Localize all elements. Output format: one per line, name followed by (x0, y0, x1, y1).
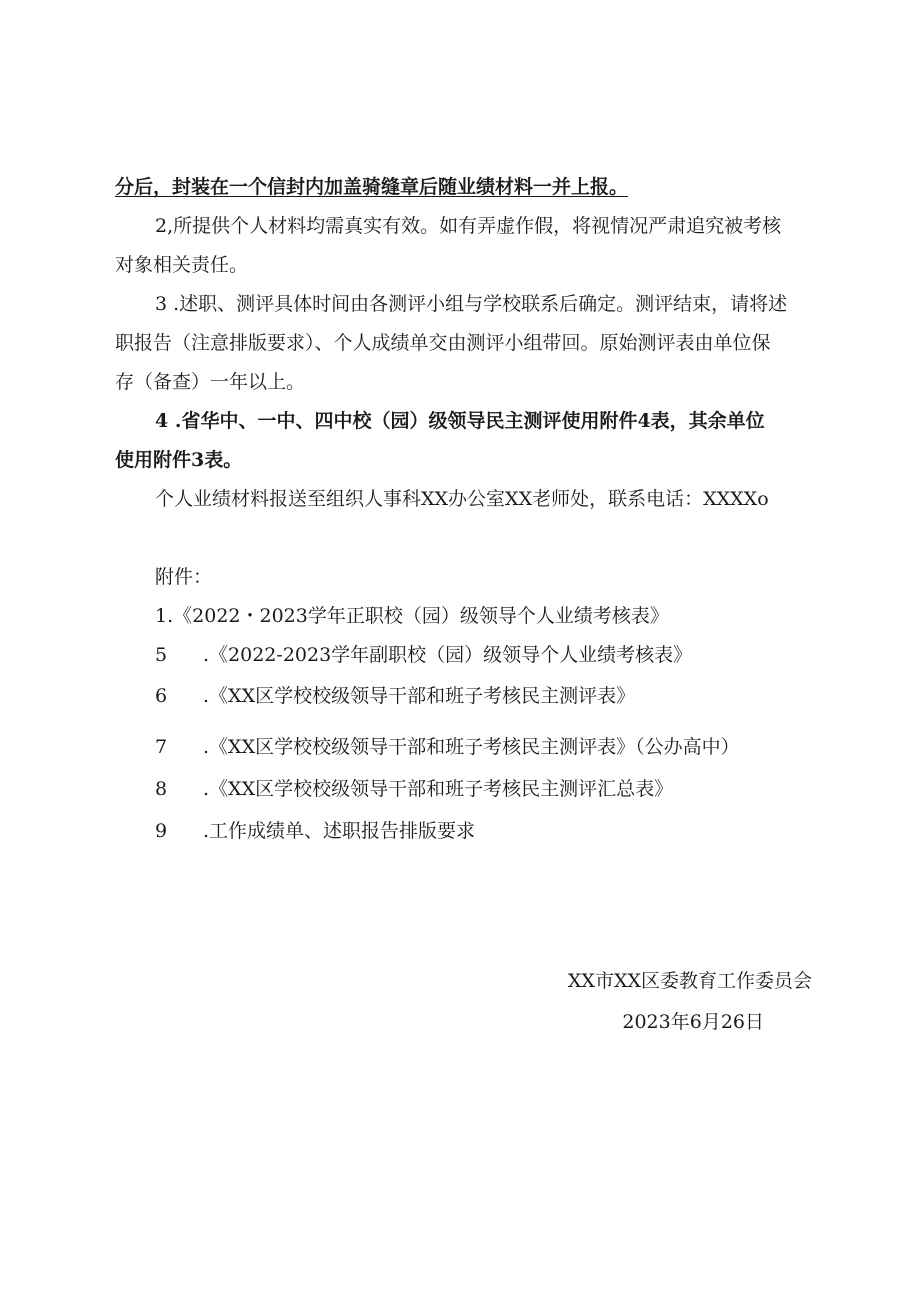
item-2-line-1: 2,所提供个人材料均需真实有效。如有弄虚作假，将视情况严肃追究被考核 (155, 215, 782, 237)
attachment-title: 《2022・2023学年正职校（园）级领导个人业绩考核表》 (173, 605, 669, 627)
signature-org: XX市XX区委教育工作委员会 (567, 970, 812, 992)
attachment-title: .工作成绩单、述职报告排版要求 (203, 820, 476, 842)
attachment-number: 7 (155, 736, 168, 758)
item-3-line-1: 3 .述职、测评具体时间由各测评小组与学校联系后确定。测评结束，请将述 (155, 293, 788, 315)
paragraph-continuation: 分后，封装在一个信封内加盖骑缝章后随业绩材料一并上报。 (115, 176, 629, 198)
contact-info: 个人业绩材料报送至组织人事科XX办公室XX老师处，联系电话：XXXXo (155, 488, 769, 510)
attachment-number: 9 (155, 820, 168, 842)
attachment-item (155, 777, 673, 801)
attachment-title: .《XX区学校校级领导干部和班子考核民主测评汇总表》 (203, 778, 674, 800)
attachments-label: 附件： (155, 566, 213, 588)
attachment-number: 5 (155, 644, 168, 666)
attachment-item (155, 735, 740, 759)
item-3-line-2: 职报告（注意排版要求）、个人成绩单交由测评小组带回。原始测评表由单位保 (115, 332, 771, 354)
attachment-number: 6 (155, 685, 168, 707)
item-3-line-3: 存（备查）一年以上。 (115, 371, 306, 393)
signature-date: 2023年6月26日 (622, 1011, 764, 1033)
attachment-item (155, 819, 475, 843)
item-2-line-2: 对象相关责任。 (115, 254, 249, 276)
attachment-item (155, 643, 692, 667)
item-4-line-1: 4 .省华中、一中、四中校（园）级领导民主测评使用附件4表，其余单位 (155, 410, 765, 432)
attachment-number: 8 (155, 778, 168, 800)
attachment-title: .《XX区学校校级领导干部和班子考核民主测评表》（公办高中） (203, 736, 740, 758)
attachment-title: .《2022-2023学年副职校（园）级领导个人业绩考核表》 (203, 644, 693, 666)
item-4-line-2: 使用附件3表。 (115, 449, 243, 471)
attachment-title: .《XX区学校校级领导干部和班子考核民主测评表》 (203, 685, 636, 707)
attachment-number: 1. (155, 605, 174, 627)
attachment-item (155, 684, 635, 708)
attachment-item (155, 604, 669, 628)
